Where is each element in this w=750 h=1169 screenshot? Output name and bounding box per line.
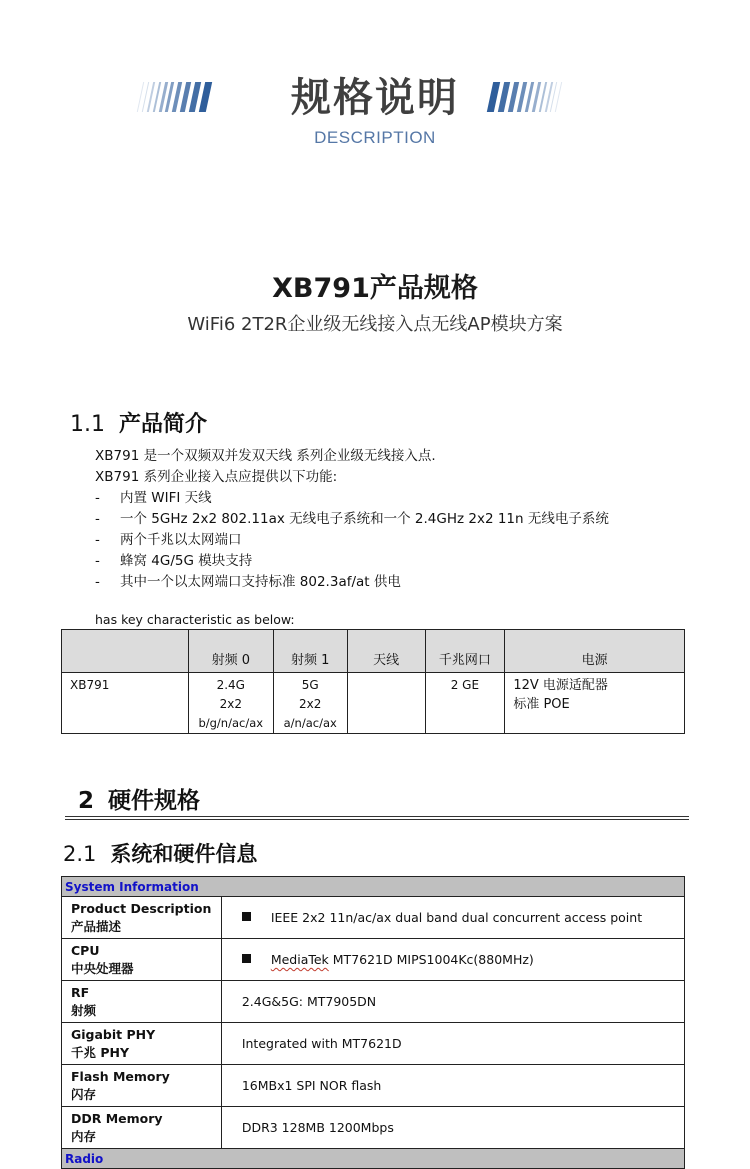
spec-value	[221, 897, 684, 939]
radio1-standards: a/n/ac/ax	[283, 716, 337, 730]
table-row	[62, 897, 685, 939]
section-title: 系统和硬件信息	[110, 842, 258, 866]
feature-item	[95, 509, 609, 530]
spec-value-vendor: MediaTek	[270, 952, 329, 967]
page-banner	[0, 60, 750, 160]
bullet-marker: -	[95, 511, 100, 527]
section-2-1-heading	[63, 838, 257, 868]
spec-label-en: Flash Memory	[71, 1068, 170, 1084]
feature-item	[95, 530, 609, 551]
radio0-band: 2.4G	[216, 678, 245, 692]
section-number: 1.1	[70, 412, 105, 437]
spec-label	[62, 897, 222, 939]
spec-label	[62, 1107, 222, 1149]
banner-title: 规格说明	[291, 75, 459, 121]
section-1-1-heading	[70, 407, 207, 438]
bullet-marker: -	[95, 574, 100, 590]
table-header-cell: 射频 1	[273, 630, 347, 673]
spec-label-en: Gigabit PHY	[71, 1026, 156, 1042]
spec-value: DDR3 128MB 1200Mbps	[221, 1107, 684, 1149]
power-option: 标准 POE	[513, 697, 570, 712]
feature-item	[95, 551, 609, 572]
spec-value-text: IEEE 2x2 11n/ac/ax dual band dual concurrent access point	[270, 910, 643, 925]
intro-line: XB791 是一个双频双并发双天线 系列企业级无线接入点.	[95, 448, 436, 464]
product-subtitle: WiFi6 2T2R企业级无线接入点无线AP模块方案	[187, 314, 563, 335]
spec-value: 16MBx1 SPI NOR flash	[221, 1065, 684, 1107]
square-bullet-icon	[242, 912, 251, 921]
spec-label-en: CPU	[71, 942, 100, 958]
table-row	[62, 939, 685, 981]
spec-label-zh: 千兆 PHY	[71, 1044, 130, 1060]
table-header-row	[62, 630, 685, 673]
banner-subtitle: DESCRIPTION	[314, 128, 436, 147]
feature-item	[95, 572, 609, 593]
radio1-mimo: 2x2	[299, 697, 322, 711]
bullet-marker: -	[95, 532, 100, 548]
table-row	[62, 981, 685, 1023]
power-option: 12V 电源适配器	[513, 678, 608, 693]
radio1-cell	[273, 673, 347, 734]
spec-label	[62, 939, 222, 981]
table-header-cell: 天线	[347, 630, 425, 673]
gige-cell: 2 GE	[425, 673, 505, 734]
bullet-marker: -	[95, 553, 100, 569]
section-number: 2	[78, 788, 95, 814]
section-2-heading	[78, 782, 200, 815]
feature-text: 蜂窝 4G/5G 模块支持	[120, 553, 253, 569]
product-title: XB791产品规格	[272, 273, 478, 304]
spec-value-text: MT7621D MIPS1004Kc(880MHz)	[328, 952, 534, 967]
feature-text: 内置 WIFI 天线	[120, 490, 212, 506]
feature-text: 两个千兆以太网端口	[120, 532, 242, 548]
feature-text: 一个 5GHz 2x2 802.11ax 无线电子系统和一个 2.4GHz 2x2 11n 无线电子系统	[120, 511, 609, 527]
table-row	[62, 673, 685, 734]
radio1-band: 5G	[301, 678, 319, 692]
product-intro	[95, 446, 609, 593]
spec-value: 2.4G&5G: MT7905DN	[221, 981, 684, 1023]
section-divider	[65, 816, 689, 820]
section-title: 硬件规格	[108, 788, 201, 814]
table-header-cell: 射频 0	[188, 630, 273, 673]
power-cell	[505, 673, 685, 734]
table-row	[62, 1107, 685, 1149]
product-table	[61, 629, 685, 734]
system-info-table	[61, 876, 685, 1169]
banner-stripes-right	[490, 80, 559, 114]
spec-label-zh: 内存	[71, 1128, 97, 1144]
bullet-marker: -	[95, 490, 100, 506]
spec-label-zh: 产品描述	[71, 918, 122, 934]
spec-label	[62, 1065, 222, 1107]
section-number: 2.1	[63, 842, 97, 866]
spec-label-en: DDR Memory	[71, 1110, 163, 1126]
feature-text: 其中一个以太网端口支持标准 802.3af/at 供电	[120, 574, 401, 590]
system-info-header: System Information	[62, 877, 685, 897]
table-header-cell: 电源	[505, 630, 685, 673]
table-section-row	[62, 1149, 685, 1169]
radio0-standards: b/g/n/ac/ax	[198, 716, 264, 730]
table-row	[62, 1065, 685, 1107]
radio0-mimo: 2x2	[219, 697, 242, 711]
model-cell: XB791	[62, 673, 189, 734]
square-bullet-icon	[242, 954, 251, 963]
table-header-cell: 千兆网口	[425, 630, 505, 673]
radio-section-header: Radio	[62, 1149, 685, 1169]
radio0-cell	[188, 673, 273, 734]
spec-label	[62, 1023, 222, 1065]
section-title: 产品简介	[119, 412, 208, 437]
antenna-cell	[347, 673, 425, 734]
table-header-row	[62, 877, 685, 897]
table-header-cell	[62, 630, 189, 673]
spec-value: Integrated with MT7621D	[221, 1023, 684, 1065]
spec-label-zh: 中央处理器	[71, 960, 134, 976]
spec-value	[221, 939, 684, 981]
table-row	[62, 1023, 685, 1065]
spec-label-en: RF	[71, 984, 90, 1000]
intro-line: XB791 系列企业接入点应提供以下功能:	[95, 469, 338, 485]
feature-item	[95, 488, 609, 509]
spec-label-zh: 射频	[71, 1002, 97, 1018]
key-characteristic-caption: has key characteristic as below:	[95, 612, 295, 627]
spec-label	[62, 981, 222, 1023]
spec-label-zh: 闪存	[71, 1086, 97, 1102]
spec-label-en: Product Description	[71, 900, 212, 916]
